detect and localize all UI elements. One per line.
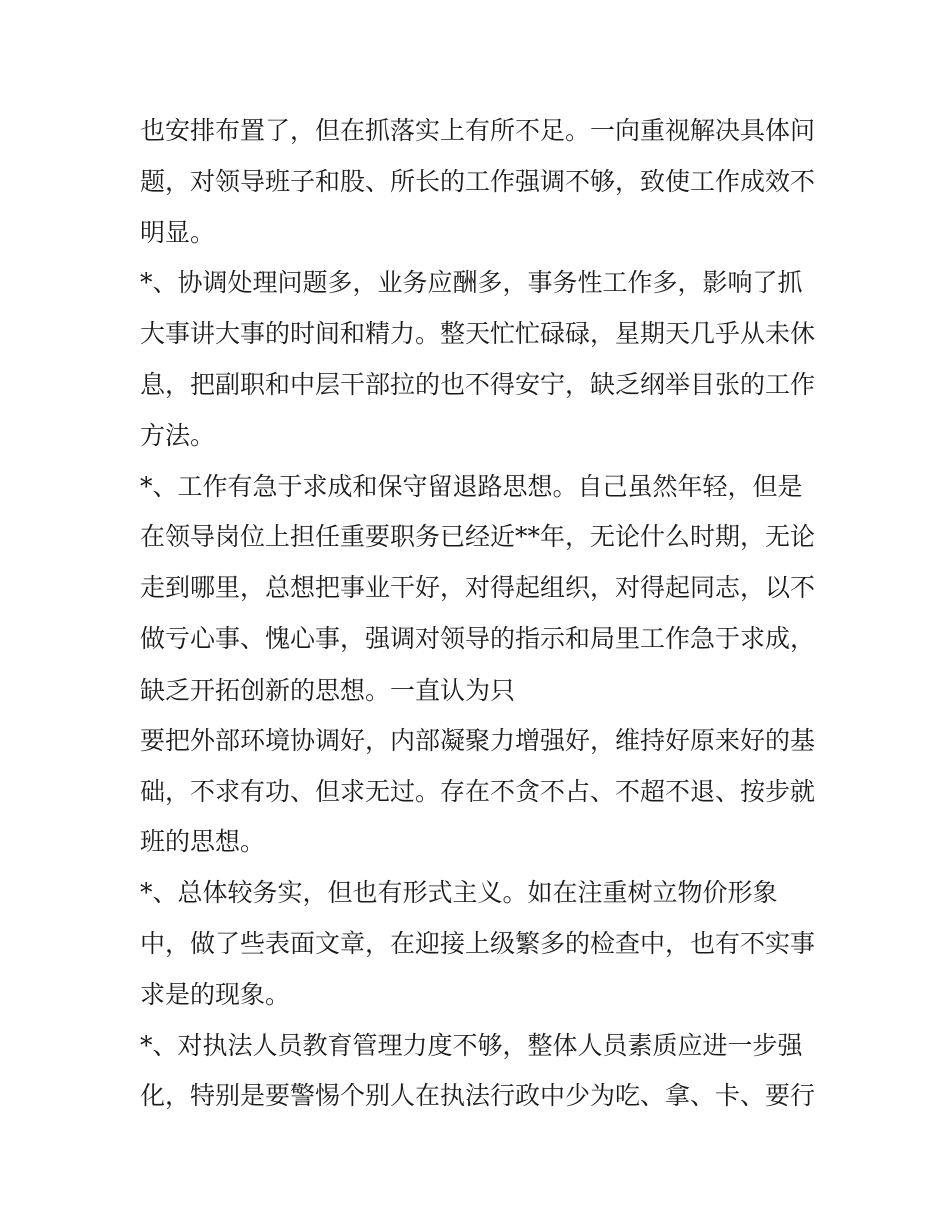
text-line: 也安排布置了，但在抓落实上有所不足。一向重视解决具体问	[140, 116, 816, 145]
text-line: 大事讲大事的时间和精力。整天忙忙碌碌，星期天几乎从未休	[140, 319, 816, 349]
text-line: *、工作有急于求成和保守留退路思想。自己虽然年轻，但是	[140, 471, 803, 501]
text-line: 方法。	[140, 420, 216, 450]
text-line: 要把外部环境协调好，内部凝聚力增强好，维持好原来好的基	[140, 725, 816, 755]
body-text	[140, 106, 820, 1122]
text-line: 息，把副职和中层干部拉的也不得安宁，缺乏纲举目张的工作	[140, 369, 816, 399]
text-line: 中，做了些表面文章，在迎接上级繁多的检查中，也有不实事	[140, 928, 816, 958]
text-line: *、总体较务实，但也有形式主义。如在注重树立物价形象	[140, 878, 778, 908]
text-line: 明显。	[140, 217, 216, 247]
text-line: *、协调处理问题多，业务应酬多，事务性工作多，影响了抓	[140, 268, 803, 298]
text-line: 化，特别是要警惕个别人在执法行政中少为吃、拿、卡、要行	[140, 1081, 816, 1111]
text-line: 求是的现象。	[140, 979, 291, 1009]
text-line: 走到哪里，总想把事业干好，对得起组织，对得起同志，以不	[140, 573, 816, 603]
text-line: 班的思想。	[140, 827, 266, 857]
text-line: 缺乏开拓创新的思想。一直认为只	[140, 675, 516, 705]
text-line: 做亏心事、愧心事，强调对领导的指示和局里工作急于求成，	[140, 623, 816, 653]
text-line: *、对执法人员教育管理力度不够，整体人员素质应进一步强	[140, 1030, 803, 1060]
text-line: 在领导岗位上担任重要职务已经近**年，无论什么时期，无论	[140, 522, 816, 552]
text-line: 题，对领导班子和股、所长的工作强调不够，致使工作成效不	[140, 166, 816, 196]
text-line: 础，不求有功、但求无过。存在不贪不占、不超不退、按步就	[140, 776, 816, 806]
